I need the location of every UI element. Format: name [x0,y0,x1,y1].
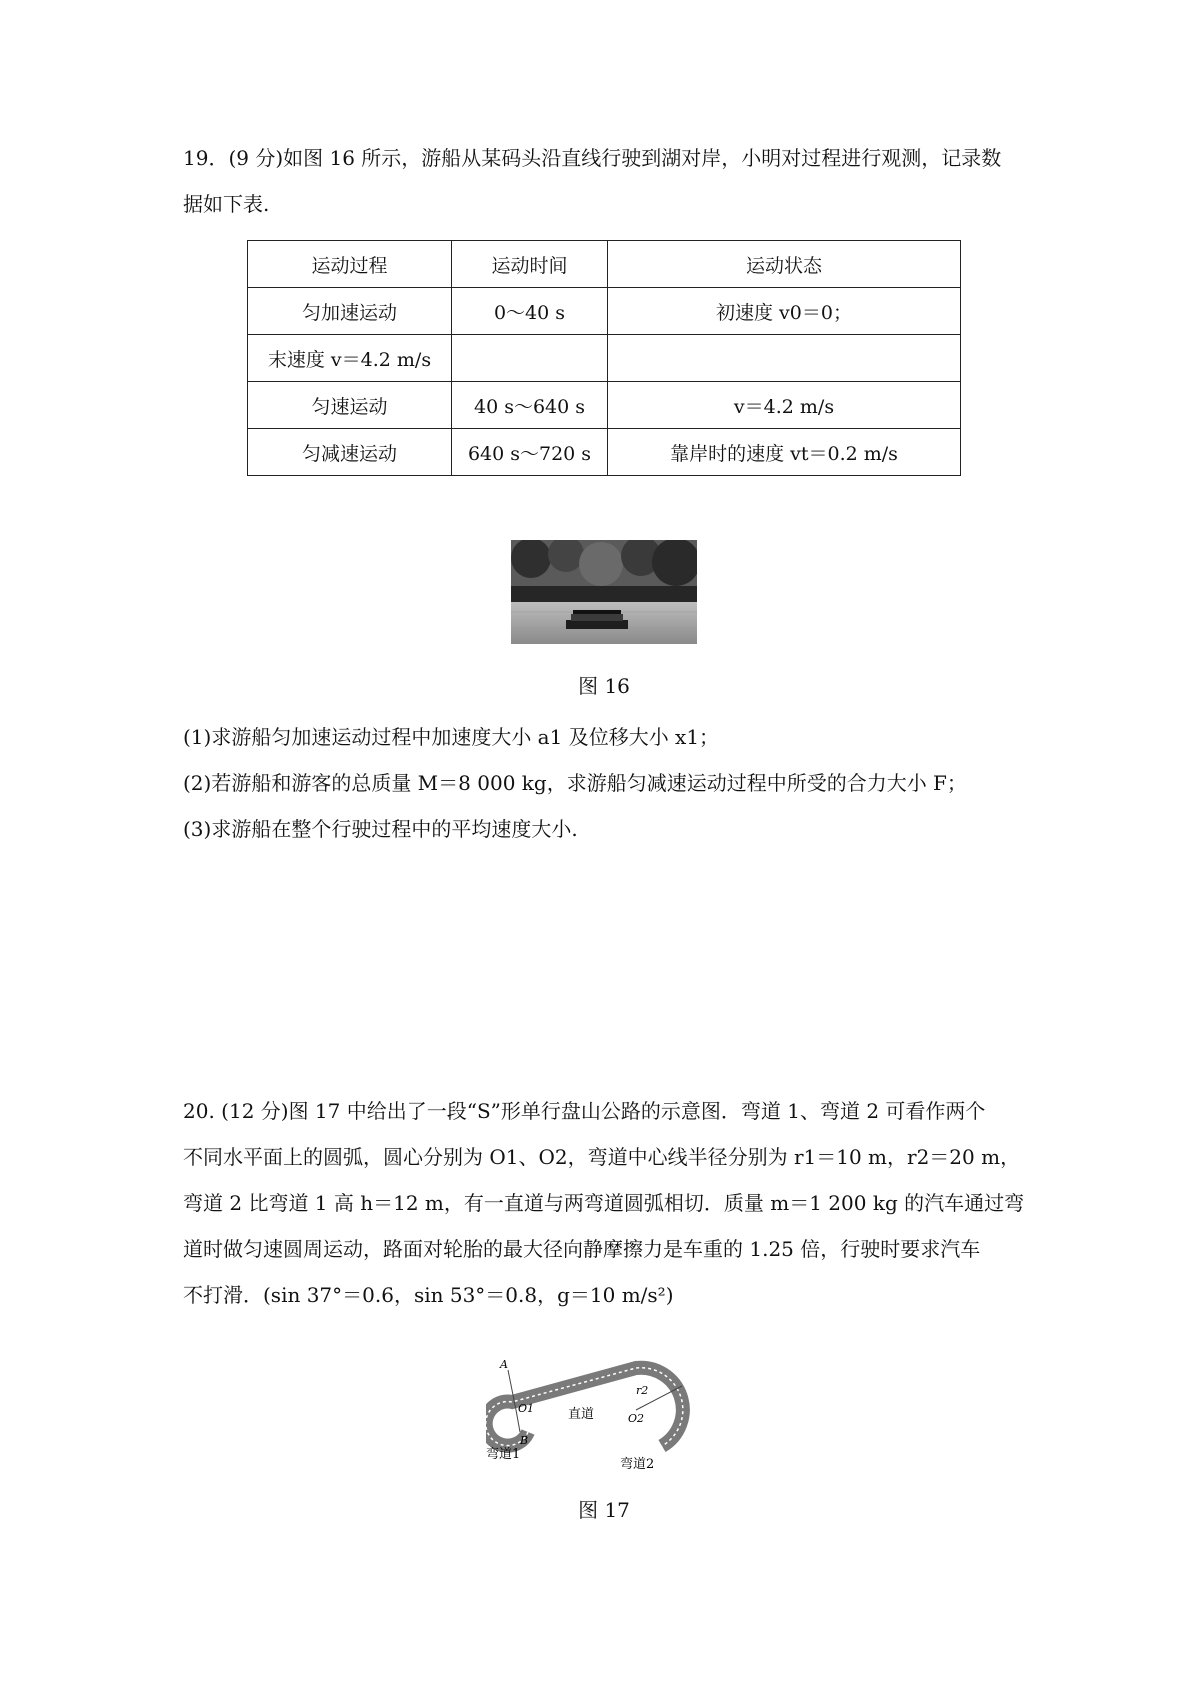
q19-stem-line2: 据如下表. [183,192,270,216]
figure-17-caption: 图 17 [578,1498,630,1522]
table-header-cell: 运动状态 [608,241,961,288]
q20-stem-line1: 20. (12 分)图 17 中给出了一段“S”形单行盘山公路的示意图．弯道 1、弯道 2 可看作两个 [183,1099,986,1123]
label-B: B [520,1434,529,1447]
figure-16-caption: 图 16 [578,674,630,698]
q20-stem-line2: 不同水平面上的圆弧，圆心分别为 O1、O2，弯道中心线半径分别为 r1＝10 m，r2＝20 m， [183,1145,1021,1169]
label-straight-road: 直道 [568,1407,595,1422]
q19-stem-line1: 19．(9 分)如图 16 所示，游船从某码头沿直线行驶到湖对岸，小明对过程进行观测，记录数 [183,146,1002,170]
table-cell: 靠岸时的速度 vt＝0.2 m/s [608,429,961,476]
table-header-row [248,241,961,288]
q20-stem-line4: 道时做匀速圆周运动，路面对轮胎的最大径向静摩擦力是车重的 1.25 倍，行驶时要求汽车 [183,1237,981,1261]
table-row [248,335,961,382]
q20-stem-line3: 弯道 2 比弯道 1 高 h＝12 m，有一直道与两弯道圆弧相切．质量 m＝1 200 kg 的汽车通过弯 [183,1191,1025,1215]
boat-icon [566,610,628,629]
label-curve-1: 弯道1 [486,1447,521,1462]
table-row [248,429,961,476]
label-A: A [500,1358,508,1371]
q19-sub-question-1: (1)求游船匀加速运动过程中加速度大小 a1 及位移大小 x1； [183,725,720,749]
table-row [248,288,961,335]
boat-photo [511,540,697,644]
label-curve-2: 弯道2 [620,1457,655,1472]
table-cell: 匀速运动 [248,382,452,429]
table-cell [608,335,961,382]
table-cell: 640 s～720 s [452,429,608,476]
table-cell: 末速度 v＝4.2 m/s [248,335,452,382]
table-row [248,382,961,429]
table-cell: 匀加速运动 [248,288,452,335]
q20-stem-line5: 不打滑．(sin 37°＝0.6，sin 53°＝0.8，g＝10 m/s²) [183,1283,674,1307]
table-header-cell: 运动时间 [452,241,608,288]
table-cell: v＝4.2 m/s [608,382,961,429]
q19-sub-question-3: (3)求游船在整个行驶过程中的平均速度大小. [183,817,578,841]
q19-sub-question-2: (2)若游船和游客的总质量 M＝8 000 kg，求游船匀减速运动过程中所受的合力大小 F； [183,771,967,795]
table-header-cell: 运动过程 [248,241,452,288]
table-cell: 匀减速运动 [248,429,452,476]
table-cell: 0～40 s [452,288,608,335]
label-O2: O2 [628,1412,645,1425]
label-O1: O1 [518,1402,535,1415]
label-r2: r2 [636,1384,649,1397]
q19-data-table [247,240,961,476]
s-road-diagram [486,1356,721,1472]
table-cell: 40 s～640 s [452,382,608,429]
table-cell [452,335,608,382]
table-cell: 初速度 v0＝0； [608,288,961,335]
